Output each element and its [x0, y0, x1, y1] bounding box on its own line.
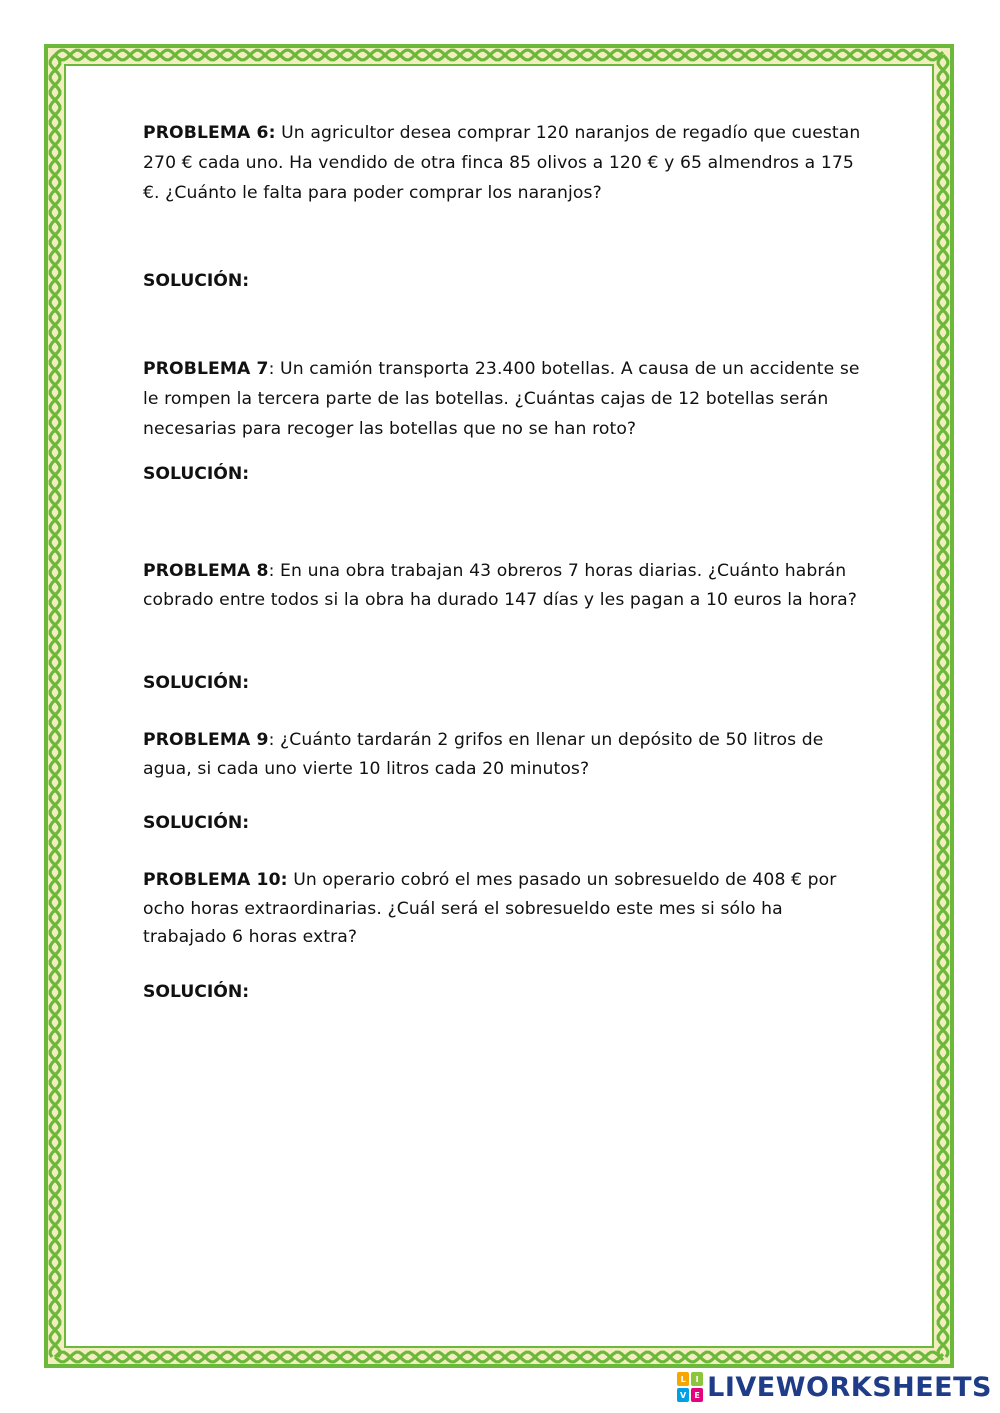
page-content-area	[66, 66, 932, 1346]
problem-7-label: PROBLEMA 7	[143, 359, 269, 379]
logo-letter-v: V	[677, 1388, 689, 1402]
liveworksheets-brand	[677, 1367, 992, 1407]
problem-9-solution-label: SOLUCIÓN:	[143, 813, 250, 833]
problem-10-text: Un operario cobró el mes pasado un sobresueldo de 408 € por ocho horas extraordinarias. ¿Cuál será el sobresueldo este mes si sólo ha trabajado 6 horas extra?	[143, 870, 837, 947]
problem-10	[143, 866, 863, 952]
problem-6-label: PROBLEMA 6:	[143, 123, 276, 143]
problem-8	[143, 557, 863, 614]
problem-7	[143, 354, 863, 444]
problem-8-label: PROBLEMA 8	[143, 561, 269, 581]
problem-6-solution-label: SOLUCIÓN:	[143, 271, 250, 291]
problem-6-text: Un agricultor desea comprar 120 naranjos de regadío que cuestan 270 € cada uno. Ha vendido de otra finca 85 olivos a 120 € y 65 almendros a 175 €. ¿Cuánto le falta para poder comprar los naranjos?	[143, 123, 861, 203]
liveworksheets-logo-icon	[677, 1372, 703, 1402]
problem-9	[143, 726, 863, 783]
problem-9-label: PROBLEMA 9	[143, 730, 269, 750]
problem-10-solution-label: SOLUCIÓN:	[143, 982, 250, 1002]
problem-8-text: : En una obra trabajan 43 obreros 7 horas diarias. ¿Cuánto habrán cobrado entre todos si la obra ha durado 147 días y les pagan a 10 euros la hora?	[143, 561, 857, 610]
problem-9-text: : ¿Cuánto tardarán 2 grifos en llenar un depósito de 50 litros de agua, si cada uno vierte 10 litros cada 20 minutos?	[143, 730, 824, 779]
liveworksheets-wordmark: LIVEWORKSHEETS	[707, 1371, 992, 1403]
problem-6	[143, 118, 863, 208]
problem-7-solution-label: SOLUCIÓN:	[143, 464, 250, 484]
problem-8-solution-label: SOLUCIÓN:	[143, 673, 250, 693]
logo-letter-e: E	[691, 1388, 703, 1402]
problem-7-text: : Un camión transporta 23.400 botellas. A causa de un accidente se le rompen la tercera parte de las botellas. ¿Cuántas cajas de 12 botellas serán necesarias para recoger las botellas que no se han roto?	[143, 359, 860, 439]
logo-letter-l: L	[677, 1372, 689, 1386]
problem-10-label: PROBLEMA 10:	[143, 870, 288, 890]
logo-letter-i: I	[691, 1372, 703, 1386]
